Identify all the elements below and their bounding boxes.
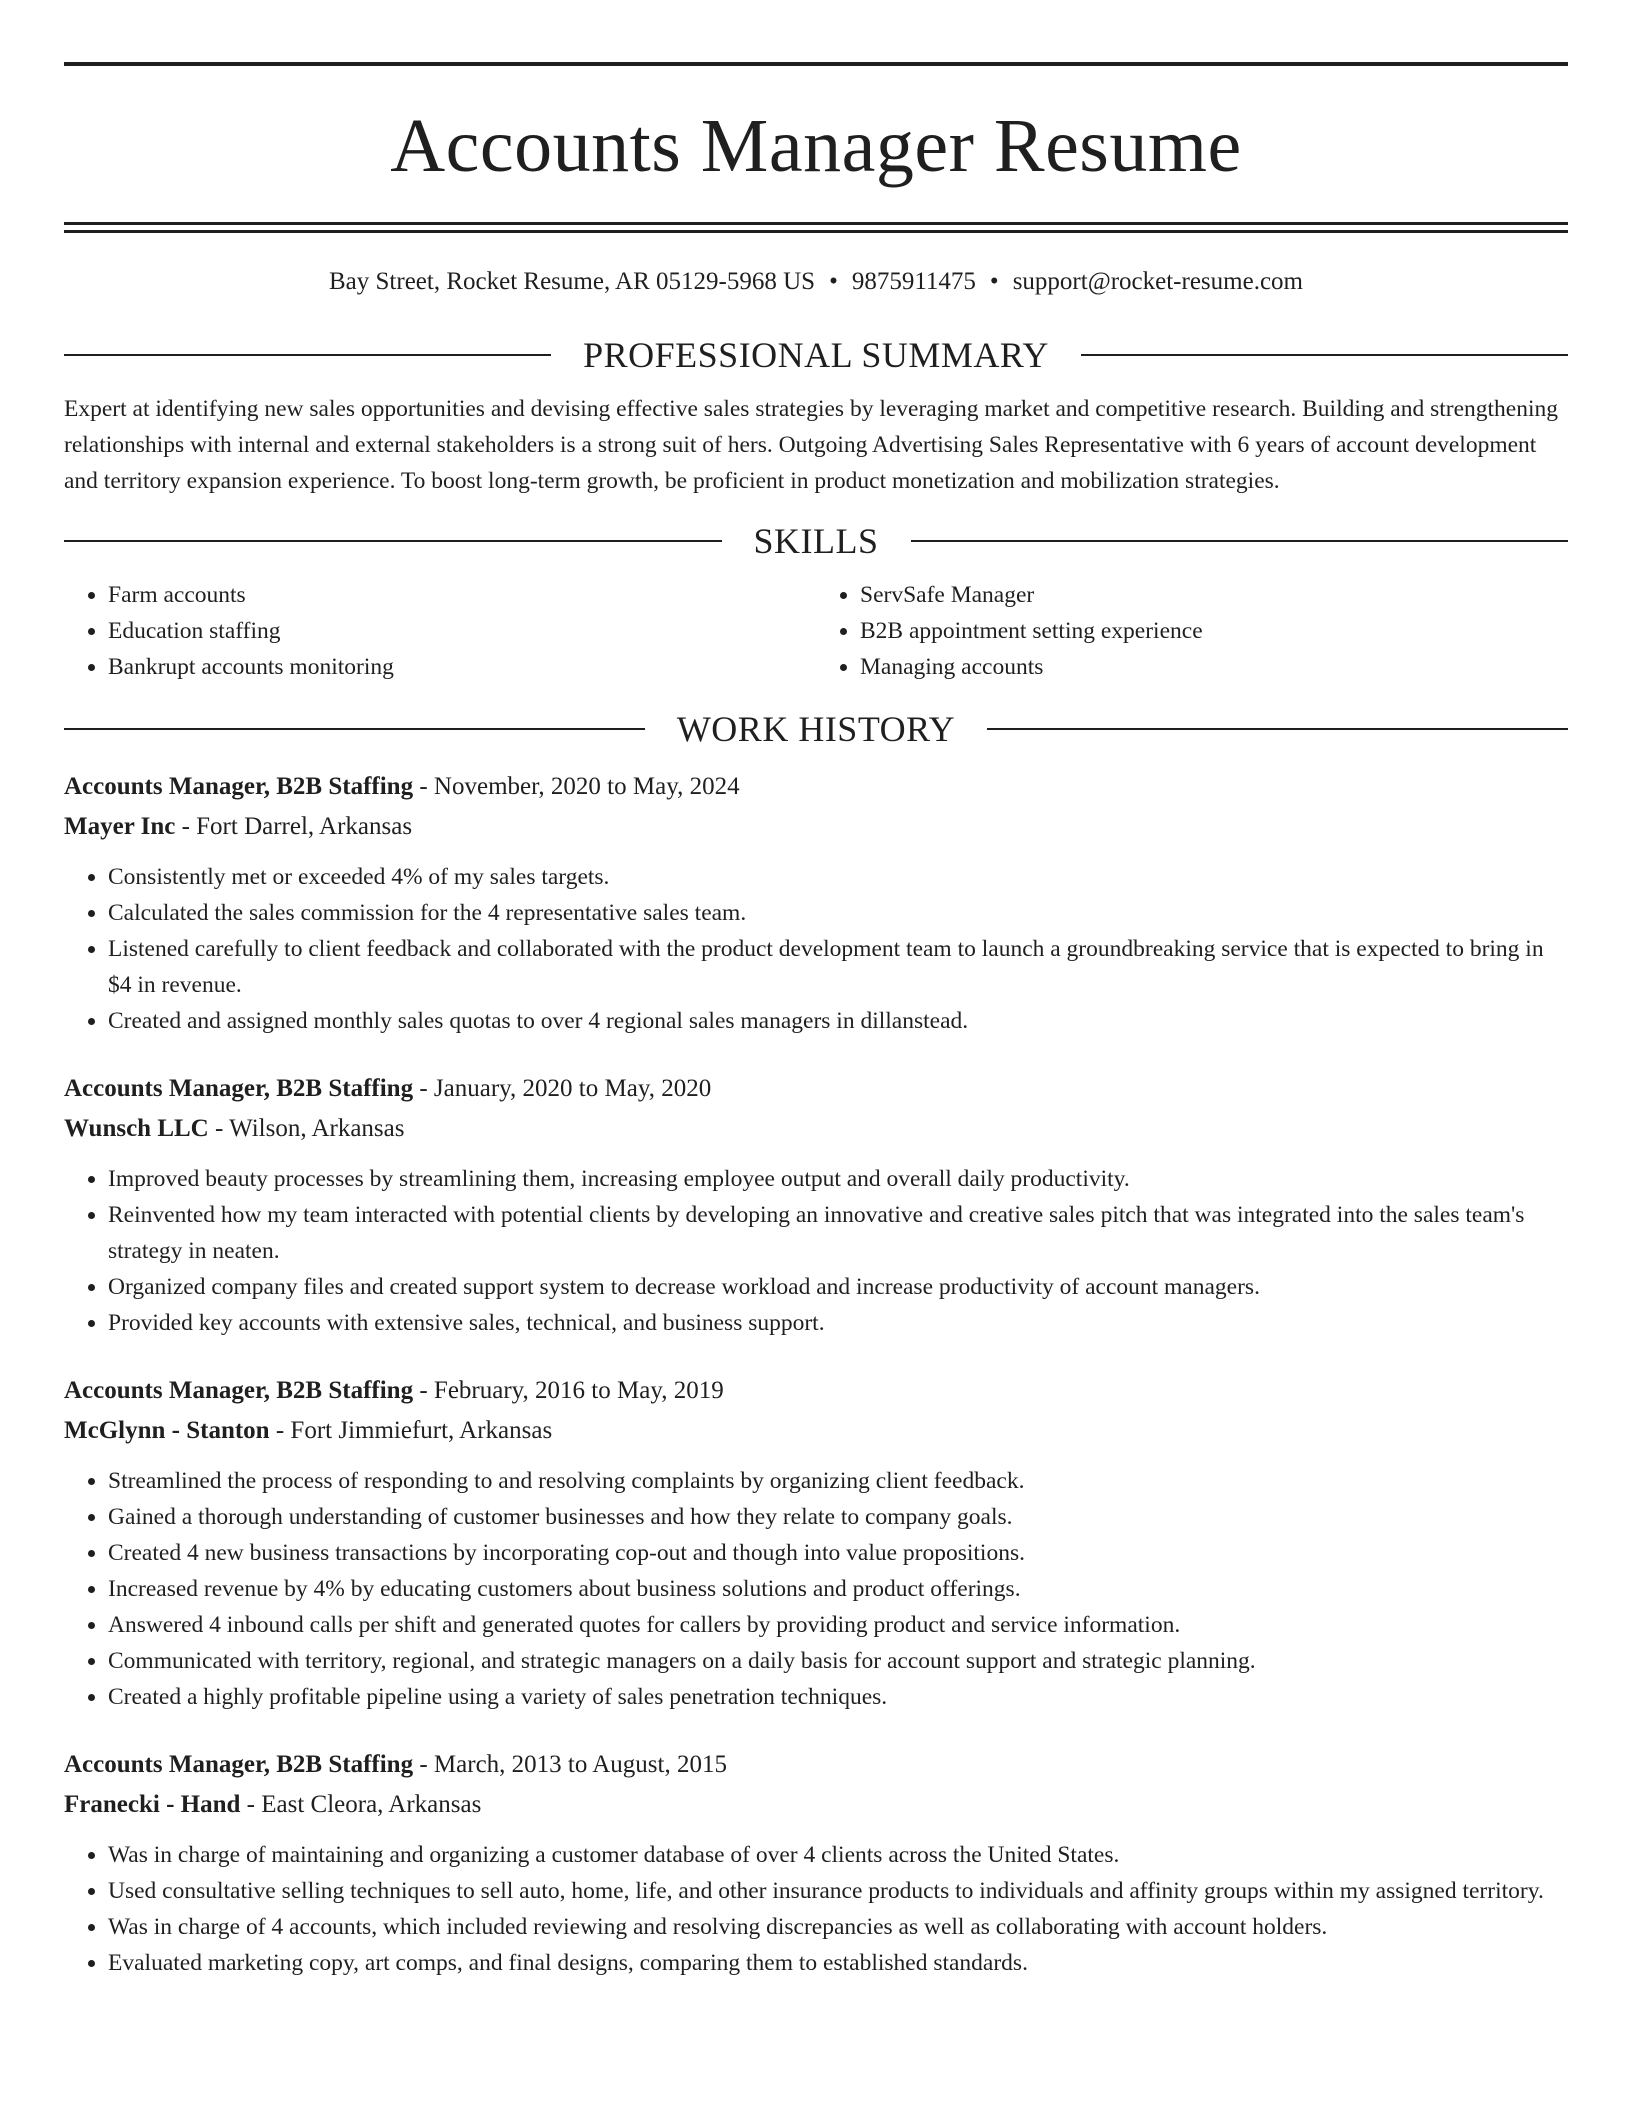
skill-item: • Managing accounts [860,649,1568,685]
job-bullet: • Communicated with territory, regional, and strategic managers on a daily basis for account support and strategic planning. [108,1643,1568,1679]
job-location: - Wilson, Arkansas [208,1115,405,1142]
summary-text: Expert at identifying new sales opportunities and devising effective sales strategies by leveraging market and competitive research. Building and strengthening relationships with internal and external stakeholders is a strong suit of hers. Outgoing Advertising Sales Representative with 6 years of account development and territory expansion experience. To boost long-term growth, be proficient in product monetization and mobilization strategies. [64,396,1558,494]
job-company: Wunsch LLC [64,1115,209,1142]
summary-section-header [64,333,1568,377]
job-bullets [64,1837,1568,1981]
job-entry [64,1069,1568,1341]
job-company-line [64,1109,1568,1149]
contact-email: support@rocket-resume.com [1012,268,1303,295]
job-bullets [64,1161,1568,1341]
job-company-line [64,807,1568,847]
section-divider [64,540,722,542]
job-company-line [64,1411,1568,1451]
job-location: - East Cleora, Arkansas [240,1791,482,1818]
job-bullet: • Provided key accounts with extensive sales, technical, and business support. [108,1305,1568,1341]
job-company: McGlynn - Stanton [64,1417,270,1444]
job-entry [64,1745,1568,1981]
contact-separator: • [829,268,838,295]
job-dates: - November, 2020 to May, 2024 [413,773,740,800]
resume-title: Accounts Manager Resume [390,104,1242,188]
title-double-rule [64,222,1568,233]
section-divider [1081,354,1568,356]
job-bullet: • Organized company files and created support system to decrease workload and increase productivity of account managers. [108,1269,1568,1305]
section-divider [64,354,551,356]
skills-column-right [816,577,1568,685]
job-bullets [64,1463,1568,1715]
job-bullet: • Consistently met or exceeded 4% of my sales targets. [108,859,1568,895]
skills-list [64,577,1568,685]
section-divider [911,540,1569,542]
job-title-line [64,1745,1568,1785]
job-bullet: • Evaluated marketing copy, art comps, and final designs, comparing them to established standards. [108,1945,1568,1981]
job-title: Accounts Manager, B2B Staffing [64,1377,414,1404]
section-title: SKILLS [753,521,879,561]
job-title-line [64,1371,1568,1411]
section-title: WORK HISTORY [676,709,956,749]
section-title: PROFESSIONAL SUMMARY [583,335,1049,375]
job-bullet: • Improved beauty processes by streamlining them, increasing employee output and overall daily productivity. [108,1161,1568,1197]
contact-line [64,265,1568,299]
job-title-line [64,1069,1568,1109]
section-divider [987,728,1568,730]
job-title-line [64,767,1568,807]
skill-item: • Bankrupt accounts monitoring [108,649,816,685]
skills-section-header [64,519,1568,563]
job-bullet: • Created 4 new business transactions by incorporating cop-out and though into value propositions. [108,1535,1568,1571]
job-bullet: • Listened carefully to client feedback and collaborated with the product development team to launch a groundbreaking service that is expected to bring in $4 in revenue. [108,931,1568,1003]
job-bullet: • Streamlined the process of responding to and resolving complaints by organizing client feedback. [108,1463,1568,1499]
skill-item: • B2B appointment setting experience [860,613,1568,649]
top-rule [64,62,1568,66]
job-dates: - March, 2013 to August, 2015 [413,1751,727,1778]
skill-item: • ServSafe Manager [860,577,1568,613]
job-bullet: • Gained a thorough understanding of customer businesses and how they relate to company goals. [108,1499,1568,1535]
contact-phone: 9875911475 [851,268,976,295]
job-bullet: • Reinvented how my team interacted with potential clients by developing an innovative and creative sales pitch that was integrated into the sales team's strategy in neaten. [108,1197,1568,1269]
job-bullet: • Increased revenue by 4% by educating customers about business solutions and product offerings. [108,1571,1568,1607]
job-bullet: • Was in charge of 4 accounts, which included reviewing and resolving discrepancies as well as collaborating with account holders. [108,1909,1568,1945]
work-section-header [64,707,1568,751]
contact-separator: • [989,268,999,295]
job-title: Accounts Manager, B2B Staffing [64,1751,414,1778]
skill-item: • Education staffing [108,613,816,649]
job-dates: - February, 2016 to May, 2019 [413,1377,724,1404]
job-bullet: • Was in charge of maintaining and organizing a customer database of over 4 clients across the United States. [108,1837,1568,1873]
job-title: Accounts Manager, B2B Staffing [64,1075,414,1102]
skills-column-left [64,577,816,685]
job-location: - Fort Jimmiefurt, Arkansas [269,1417,553,1444]
job-entry [64,767,1568,1039]
job-bullet: • Used consultative selling techniques to sell auto, home, life, and other insurance products to individuals and affinity groups within my assigned territory. [108,1873,1568,1909]
job-company-line [64,1785,1568,1825]
section-divider [64,728,645,730]
skill-item: • Farm accounts [108,577,816,613]
job-company: Mayer Inc [64,813,176,840]
job-bullet: • Calculated the sales commission for the 4 representative sales team. [108,895,1568,931]
contact-address: Bay Street, Rocket Resume, AR 05129-5968 US [329,268,816,295]
job-bullet: • Created a highly profitable pipeline using a variety of sales penetration techniques. [108,1679,1568,1715]
job-company: Franecki - Hand [64,1791,241,1818]
job-title: Accounts Manager, B2B Staffing [64,773,414,800]
job-bullets [64,859,1568,1039]
job-bullet: • Created and assigned monthly sales quotas to over 4 regional sales managers in dillanstead. [108,1003,1568,1039]
job-bullet: • Answered 4 inbound calls per shift and generated quotes for callers by providing product and service information. [108,1607,1568,1643]
job-dates: - January, 2020 to May, 2020 [413,1075,712,1102]
job-location: - Fort Darrel, Arkansas [175,813,413,840]
job-entry [64,1371,1568,1715]
